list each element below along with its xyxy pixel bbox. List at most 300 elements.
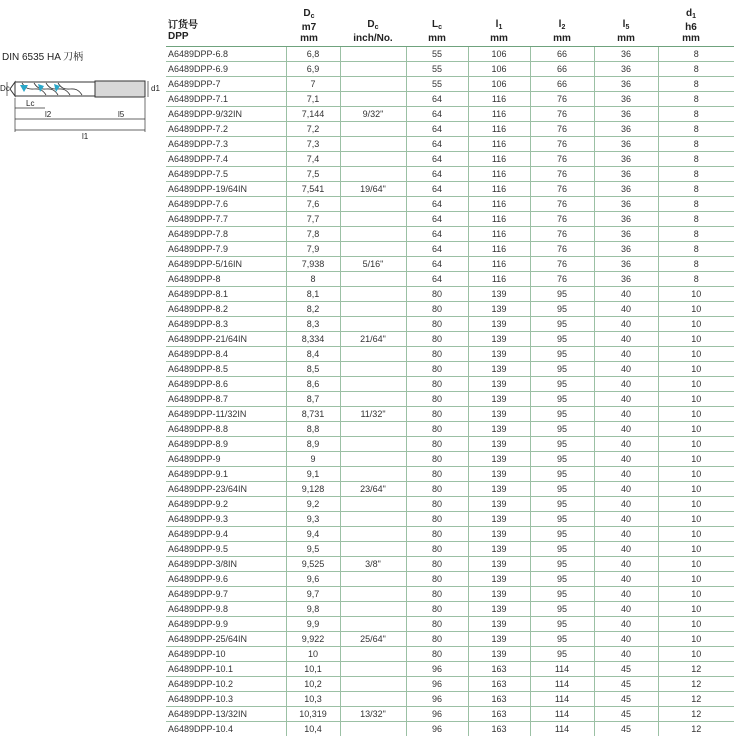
l1-cell: 106 xyxy=(468,47,530,62)
header-l1: $l_1$ mm xyxy=(490,19,508,44)
l1-cell: 163 xyxy=(468,722,530,736)
order-number-cell: A6489DPP-7.7 xyxy=(166,212,286,227)
l2-label: l2 xyxy=(45,110,52,119)
l5-cell: 40 xyxy=(594,497,658,512)
header-order-number: 订货号 DPP xyxy=(168,20,198,42)
dc-mm-cell: 8,7 xyxy=(286,392,340,407)
d1-cell: 10 xyxy=(658,347,734,362)
lc-cell: 80 xyxy=(406,362,468,377)
l5-cell: 40 xyxy=(594,452,658,467)
l2-cell: 95 xyxy=(530,497,594,512)
l1-cell: 139 xyxy=(468,512,530,527)
lc-cell: 80 xyxy=(406,437,468,452)
l2-cell: 95 xyxy=(530,422,594,437)
dc-mm-cell: 9,5 xyxy=(286,542,340,557)
lc-cell: 55 xyxy=(406,47,468,62)
lc-cell: 64 xyxy=(406,197,468,212)
dc-inch-cell xyxy=(340,77,406,92)
order-number-cell: A6489DPP-6.9 xyxy=(166,62,286,77)
l1-cell: 106 xyxy=(468,77,530,92)
table-row xyxy=(166,617,734,632)
l1-cell: 163 xyxy=(468,707,530,722)
l5-cell: 40 xyxy=(594,512,658,527)
l2-cell: 95 xyxy=(530,632,594,647)
dc-inch-cell: 13/32" xyxy=(340,707,406,722)
l5-cell: 40 xyxy=(594,467,658,482)
dc-inch-cell: 11/32" xyxy=(340,407,406,422)
l2-cell: 76 xyxy=(530,122,594,137)
order-number-cell: A6489DPP-13/32IN xyxy=(166,707,286,722)
l5-cell: 40 xyxy=(594,407,658,422)
order-number-cell: A6489DPP-8.2 xyxy=(166,302,286,317)
l1-cell: 116 xyxy=(468,107,530,122)
order-number-cell: A6489DPP-7.3 xyxy=(166,137,286,152)
drill-shank xyxy=(95,81,145,97)
l2-cell: 114 xyxy=(530,722,594,736)
d1-cell: 10 xyxy=(658,317,734,332)
l1-cell: 163 xyxy=(468,677,530,692)
l2-cell: 76 xyxy=(530,227,594,242)
lc-cell: 80 xyxy=(406,632,468,647)
d1-cell: 10 xyxy=(658,407,734,422)
table-row xyxy=(166,587,734,602)
table-row xyxy=(166,422,734,437)
table-row xyxy=(166,197,734,212)
order-number-cell: A6489DPP-9.3 xyxy=(166,512,286,527)
dc-inch-cell xyxy=(340,287,406,302)
table-row xyxy=(166,242,734,257)
dc-mm-cell: 8,2 xyxy=(286,302,340,317)
l5-cell: 36 xyxy=(594,47,658,62)
lc-cell: 64 xyxy=(406,242,468,257)
d1-cell: 8 xyxy=(658,137,734,152)
order-number-cell: A6489DPP-21/64IN xyxy=(166,332,286,347)
dc-inch-cell xyxy=(340,272,406,287)
d1-cell: 10 xyxy=(658,482,734,497)
l2-cell: 95 xyxy=(530,617,594,632)
dc-inch-cell xyxy=(340,497,406,512)
dc-mm-cell: 10,2 xyxy=(286,677,340,692)
dc-inch-cell xyxy=(340,227,406,242)
l5-cell: 40 xyxy=(594,392,658,407)
dc-mm-cell: 9,6 xyxy=(286,572,340,587)
d1-cell: 10 xyxy=(658,332,734,347)
lc-cell: 96 xyxy=(406,707,468,722)
order-number-cell: A6489DPP-9.7 xyxy=(166,587,286,602)
l1-cell: 139 xyxy=(468,467,530,482)
l2-cell: 95 xyxy=(530,482,594,497)
d1-cell: 8 xyxy=(658,242,734,257)
l2-cell: 95 xyxy=(530,557,594,572)
l1-cell: 139 xyxy=(468,332,530,347)
order-number-cell: A6489DPP-8.1 xyxy=(166,287,286,302)
lc-cell: 64 xyxy=(406,227,468,242)
l5-cell: 36 xyxy=(594,62,658,77)
table-row xyxy=(166,182,734,197)
l5-cell: 36 xyxy=(594,227,658,242)
order-number-cell: A6489DPP-8.8 xyxy=(166,422,286,437)
lc-cell: 80 xyxy=(406,287,468,302)
d1-cell: 12 xyxy=(658,692,734,707)
lc-cell: 80 xyxy=(406,407,468,422)
d1-cell: 8 xyxy=(658,107,734,122)
table-row xyxy=(166,167,734,182)
dc-inch-cell xyxy=(340,662,406,677)
dc-inch-cell xyxy=(340,677,406,692)
l2-cell: 95 xyxy=(530,302,594,317)
dc-mm-cell: 9,1 xyxy=(286,467,340,482)
l2-cell: 76 xyxy=(530,152,594,167)
dc-inch-cell xyxy=(340,512,406,527)
order-number-cell: A6489DPP-8.3 xyxy=(166,317,286,332)
table-row xyxy=(166,722,734,736)
order-number-cell: A6489DPP-8.9 xyxy=(166,437,286,452)
l2-cell: 76 xyxy=(530,257,594,272)
d1-cell: 8 xyxy=(658,257,734,272)
l1-cell: 116 xyxy=(468,152,530,167)
d1-cell: 10 xyxy=(658,617,734,632)
dc-inch-cell xyxy=(340,467,406,482)
table-row xyxy=(166,332,734,347)
dc-inch-cell: 5/16" xyxy=(340,257,406,272)
l1-cell: 139 xyxy=(468,647,530,662)
lc-cell: 80 xyxy=(406,422,468,437)
d1-cell: 8 xyxy=(658,182,734,197)
dc-mm-cell: 8,731 xyxy=(286,407,340,422)
l1-cell: 139 xyxy=(468,392,530,407)
l1-cell: 139 xyxy=(468,437,530,452)
lc-cell: 64 xyxy=(406,152,468,167)
lc-cell: 64 xyxy=(406,107,468,122)
order-number-cell: A6489DPP-23/64IN xyxy=(166,482,286,497)
d1-cell: 10 xyxy=(658,422,734,437)
dc-inch-cell xyxy=(340,317,406,332)
dc-inch-cell xyxy=(340,542,406,557)
table-row xyxy=(166,302,734,317)
table-row xyxy=(166,152,734,167)
order-number-cell: A6489DPP-8.5 xyxy=(166,362,286,377)
dc-inch-cell xyxy=(340,167,406,182)
l2-cell: 66 xyxy=(530,47,594,62)
lc-cell: 80 xyxy=(406,602,468,617)
l2-cell: 76 xyxy=(530,272,594,287)
lc-cell: 80 xyxy=(406,302,468,317)
dc-inch-cell: 23/64" xyxy=(340,482,406,497)
order-number-cell: A6489DPP-7.9 xyxy=(166,242,286,257)
order-number-cell: A6489DPP-3/8IN xyxy=(166,557,286,572)
lc-cell: 80 xyxy=(406,452,468,467)
d1-cell: 12 xyxy=(658,662,734,677)
l5-cell: 40 xyxy=(594,527,658,542)
dc-mm-cell: 7,2 xyxy=(286,122,340,137)
dc-inch-cell xyxy=(340,722,406,736)
lc-cell: 96 xyxy=(406,677,468,692)
table-row xyxy=(166,572,734,587)
l5-cell: 36 xyxy=(594,122,658,137)
lc-cell: 64 xyxy=(406,92,468,107)
l2-cell: 76 xyxy=(530,242,594,257)
dc-inch-cell xyxy=(340,122,406,137)
table-row xyxy=(166,392,734,407)
lc-cell: 80 xyxy=(406,557,468,572)
d1-cell: 10 xyxy=(658,467,734,482)
dc-mm-cell: 7,6 xyxy=(286,197,340,212)
lc-cell: 80 xyxy=(406,617,468,632)
dc-inch-cell xyxy=(340,242,406,257)
l1-cell: 139 xyxy=(468,317,530,332)
l5-cell: 40 xyxy=(594,287,658,302)
l2-cell: 95 xyxy=(530,542,594,557)
header-l5: $l_5$ mm xyxy=(617,19,635,44)
d1-cell: 10 xyxy=(658,632,734,647)
l2-cell: 95 xyxy=(530,377,594,392)
lc-cell: 96 xyxy=(406,722,468,736)
l5-cell: 40 xyxy=(594,557,658,572)
l2-cell: 95 xyxy=(530,572,594,587)
table-row xyxy=(166,482,734,497)
dc-mm-cell: 7,3 xyxy=(286,137,340,152)
table-row xyxy=(166,122,734,137)
table-row xyxy=(166,512,734,527)
l1-cell: 116 xyxy=(468,167,530,182)
lc-cell: 64 xyxy=(406,137,468,152)
dc-inch-cell: 19/64" xyxy=(340,182,406,197)
l5-cell: 36 xyxy=(594,272,658,287)
order-number-cell: A6489DPP-6.8 xyxy=(166,47,286,62)
l1-cell: 139 xyxy=(468,407,530,422)
order-number-cell: A6489DPP-8.6 xyxy=(166,377,286,392)
d1-cell: 10 xyxy=(658,527,734,542)
l1-cell: 139 xyxy=(468,452,530,467)
header-l2: $l_2$ mm xyxy=(553,19,571,44)
lc-cell: 80 xyxy=(406,377,468,392)
l5-cell: 40 xyxy=(594,422,658,437)
lc-cell: 80 xyxy=(406,332,468,347)
lc-cell: 80 xyxy=(406,467,468,482)
lc-cell: 64 xyxy=(406,182,468,197)
order-number-cell: A6489DPP-7.8 xyxy=(166,227,286,242)
table-header xyxy=(166,0,734,46)
l2-cell: 76 xyxy=(530,92,594,107)
table-row xyxy=(166,407,734,422)
lc-cell: 80 xyxy=(406,497,468,512)
order-number-cell: A6489DPP-9/32IN xyxy=(166,107,286,122)
dc-inch-cell xyxy=(340,602,406,617)
l5-cell: 36 xyxy=(594,77,658,92)
dc-inch-cell xyxy=(340,347,406,362)
lc-cell: 80 xyxy=(406,587,468,602)
order-number-cell: A6489DPP-8 xyxy=(166,272,286,287)
lc-cell: 80 xyxy=(406,392,468,407)
lc-cell: 80 xyxy=(406,317,468,332)
l2-cell: 76 xyxy=(530,182,594,197)
table-row xyxy=(166,257,734,272)
d1-cell: 10 xyxy=(658,362,734,377)
l2-cell: 95 xyxy=(530,347,594,362)
l2-cell: 95 xyxy=(530,587,594,602)
table-row xyxy=(166,362,734,377)
l1-cell: 139 xyxy=(468,377,530,392)
dc-mm-cell: 9,2 xyxy=(286,497,340,512)
l5-cell: 40 xyxy=(594,302,658,317)
l5-cell: 40 xyxy=(594,647,658,662)
table-row xyxy=(166,647,734,662)
d1-cell: 8 xyxy=(658,212,734,227)
l1-cell: 139 xyxy=(468,632,530,647)
l5-cell: 45 xyxy=(594,722,658,736)
l5-cell: 40 xyxy=(594,317,658,332)
lc-cell: 80 xyxy=(406,347,468,362)
dc-mm-cell: 8,1 xyxy=(286,287,340,302)
l1-cell: 139 xyxy=(468,617,530,632)
l1-cell: 106 xyxy=(468,62,530,77)
l5-cell: 36 xyxy=(594,107,658,122)
l2-cell: 95 xyxy=(530,467,594,482)
dc-inch-cell xyxy=(340,572,406,587)
d1-cell: 10 xyxy=(658,392,734,407)
l1-cell: 116 xyxy=(468,122,530,137)
dc-mm-cell: 7,144 xyxy=(286,107,340,122)
table-row xyxy=(166,662,734,677)
dc-mm-cell: 8,3 xyxy=(286,317,340,332)
dc-mm-cell: 7,7 xyxy=(286,212,340,227)
dc-mm-cell: 9 xyxy=(286,452,340,467)
l5-cell: 36 xyxy=(594,182,658,197)
l1-cell: 139 xyxy=(468,587,530,602)
dc-mm-cell: 6,9 xyxy=(286,62,340,77)
l1-cell: 139 xyxy=(468,287,530,302)
d1-cell: 10 xyxy=(658,647,734,662)
l1-label: l1 xyxy=(82,132,89,141)
dc-label: Dc xyxy=(0,84,10,93)
dc-inch-cell xyxy=(340,197,406,212)
dc-mm-cell: 6,8 xyxy=(286,47,340,62)
header-lc: $L_c$ mm xyxy=(428,19,446,44)
dc-inch-cell xyxy=(340,587,406,602)
order-number-cell: A6489DPP-10.3 xyxy=(166,692,286,707)
order-number-cell: A6489DPP-9.9 xyxy=(166,617,286,632)
l5-cell: 36 xyxy=(594,137,658,152)
lc-cell: 80 xyxy=(406,482,468,497)
d1-cell: 10 xyxy=(658,572,734,587)
drill-body xyxy=(10,82,95,96)
order-number-cell: A6489DPP-5/16IN xyxy=(166,257,286,272)
order-number-cell: A6489DPP-7.1 xyxy=(166,92,286,107)
l1-cell: 139 xyxy=(468,347,530,362)
order-number-cell: A6489DPP-11/32IN xyxy=(166,407,286,422)
dc-mm-cell: 10,3 xyxy=(286,692,340,707)
dc-inch-cell xyxy=(340,362,406,377)
dc-inch-cell xyxy=(340,137,406,152)
l1-cell: 116 xyxy=(468,182,530,197)
drill-spec-table xyxy=(166,46,734,736)
order-number-cell: A6489DPP-7.6 xyxy=(166,197,286,212)
lc-cell: 80 xyxy=(406,527,468,542)
l2-cell: 95 xyxy=(530,437,594,452)
d1-cell: 10 xyxy=(658,287,734,302)
lc-cell: 80 xyxy=(406,572,468,587)
table-row xyxy=(166,377,734,392)
d1-cell: 10 xyxy=(658,302,734,317)
l2-cell: 76 xyxy=(530,137,594,152)
d1-cell: 8 xyxy=(658,47,734,62)
l5-cell: 45 xyxy=(594,677,658,692)
dc-mm-cell: 9,922 xyxy=(286,632,340,647)
l1-cell: 116 xyxy=(468,272,530,287)
l2-cell: 95 xyxy=(530,332,594,347)
l2-cell: 66 xyxy=(530,62,594,77)
order-number-cell: A6489DPP-9.8 xyxy=(166,602,286,617)
l5-cell: 40 xyxy=(594,542,658,557)
table-row xyxy=(166,452,734,467)
l1-cell: 163 xyxy=(468,662,530,677)
order-number-cell: A6489DPP-9.6 xyxy=(166,572,286,587)
d1-label: d1 xyxy=(151,84,160,93)
dc-mm-cell: 8,334 xyxy=(286,332,340,347)
lc-cell: 64 xyxy=(406,257,468,272)
dc-mm-cell: 8,6 xyxy=(286,377,340,392)
l5-cell: 40 xyxy=(594,377,658,392)
dc-inch-cell: 3/8" xyxy=(340,557,406,572)
dc-mm-cell: 9,8 xyxy=(286,602,340,617)
l5-label: l5 xyxy=(118,110,125,119)
l5-cell: 45 xyxy=(594,692,658,707)
d1-cell: 12 xyxy=(658,677,734,692)
d1-cell: 8 xyxy=(658,227,734,242)
l5-cell: 40 xyxy=(594,332,658,347)
l5-cell: 36 xyxy=(594,242,658,257)
d1-cell: 8 xyxy=(658,167,734,182)
l2-cell: 95 xyxy=(530,602,594,617)
table-row xyxy=(166,467,734,482)
table-row xyxy=(166,632,734,647)
l2-cell: 114 xyxy=(530,707,594,722)
l2-cell: 76 xyxy=(530,107,594,122)
d1-cell: 8 xyxy=(658,197,734,212)
dc-inch-cell xyxy=(340,212,406,227)
order-number-cell: A6489DPP-9.1 xyxy=(166,467,286,482)
d1-cell: 10 xyxy=(658,497,734,512)
dc-mm-cell: 8 xyxy=(286,272,340,287)
header-dc-inch: $D_c$ inch/No. xyxy=(353,19,393,44)
table-row xyxy=(166,542,734,557)
order-number-cell: A6489DPP-9.5 xyxy=(166,542,286,557)
lc-cell: 80 xyxy=(406,542,468,557)
l5-cell: 36 xyxy=(594,212,658,227)
d1-cell: 10 xyxy=(658,452,734,467)
dc-inch-cell xyxy=(340,152,406,167)
order-number-cell: A6489DPP-10.4 xyxy=(166,722,286,736)
order-number-cell: A6489DPP-7.5 xyxy=(166,167,286,182)
l1-cell: 139 xyxy=(468,557,530,572)
l1-cell: 116 xyxy=(468,197,530,212)
l5-cell: 40 xyxy=(594,602,658,617)
table-row xyxy=(166,317,734,332)
dc-mm-cell: 9,9 xyxy=(286,617,340,632)
dc-mm-cell: 7,541 xyxy=(286,182,340,197)
l1-cell: 139 xyxy=(468,302,530,317)
order-number-cell: A6489DPP-25/64IN xyxy=(166,632,286,647)
lc-cell: 64 xyxy=(406,167,468,182)
dc-inch-cell xyxy=(340,47,406,62)
dc-mm-cell: 9,3 xyxy=(286,512,340,527)
dc-mm-cell: 7,8 xyxy=(286,227,340,242)
l5-cell: 40 xyxy=(594,482,658,497)
l1-cell: 163 xyxy=(468,692,530,707)
l2-cell: 114 xyxy=(530,692,594,707)
dc-inch-cell xyxy=(340,377,406,392)
dc-inch-cell xyxy=(340,392,406,407)
